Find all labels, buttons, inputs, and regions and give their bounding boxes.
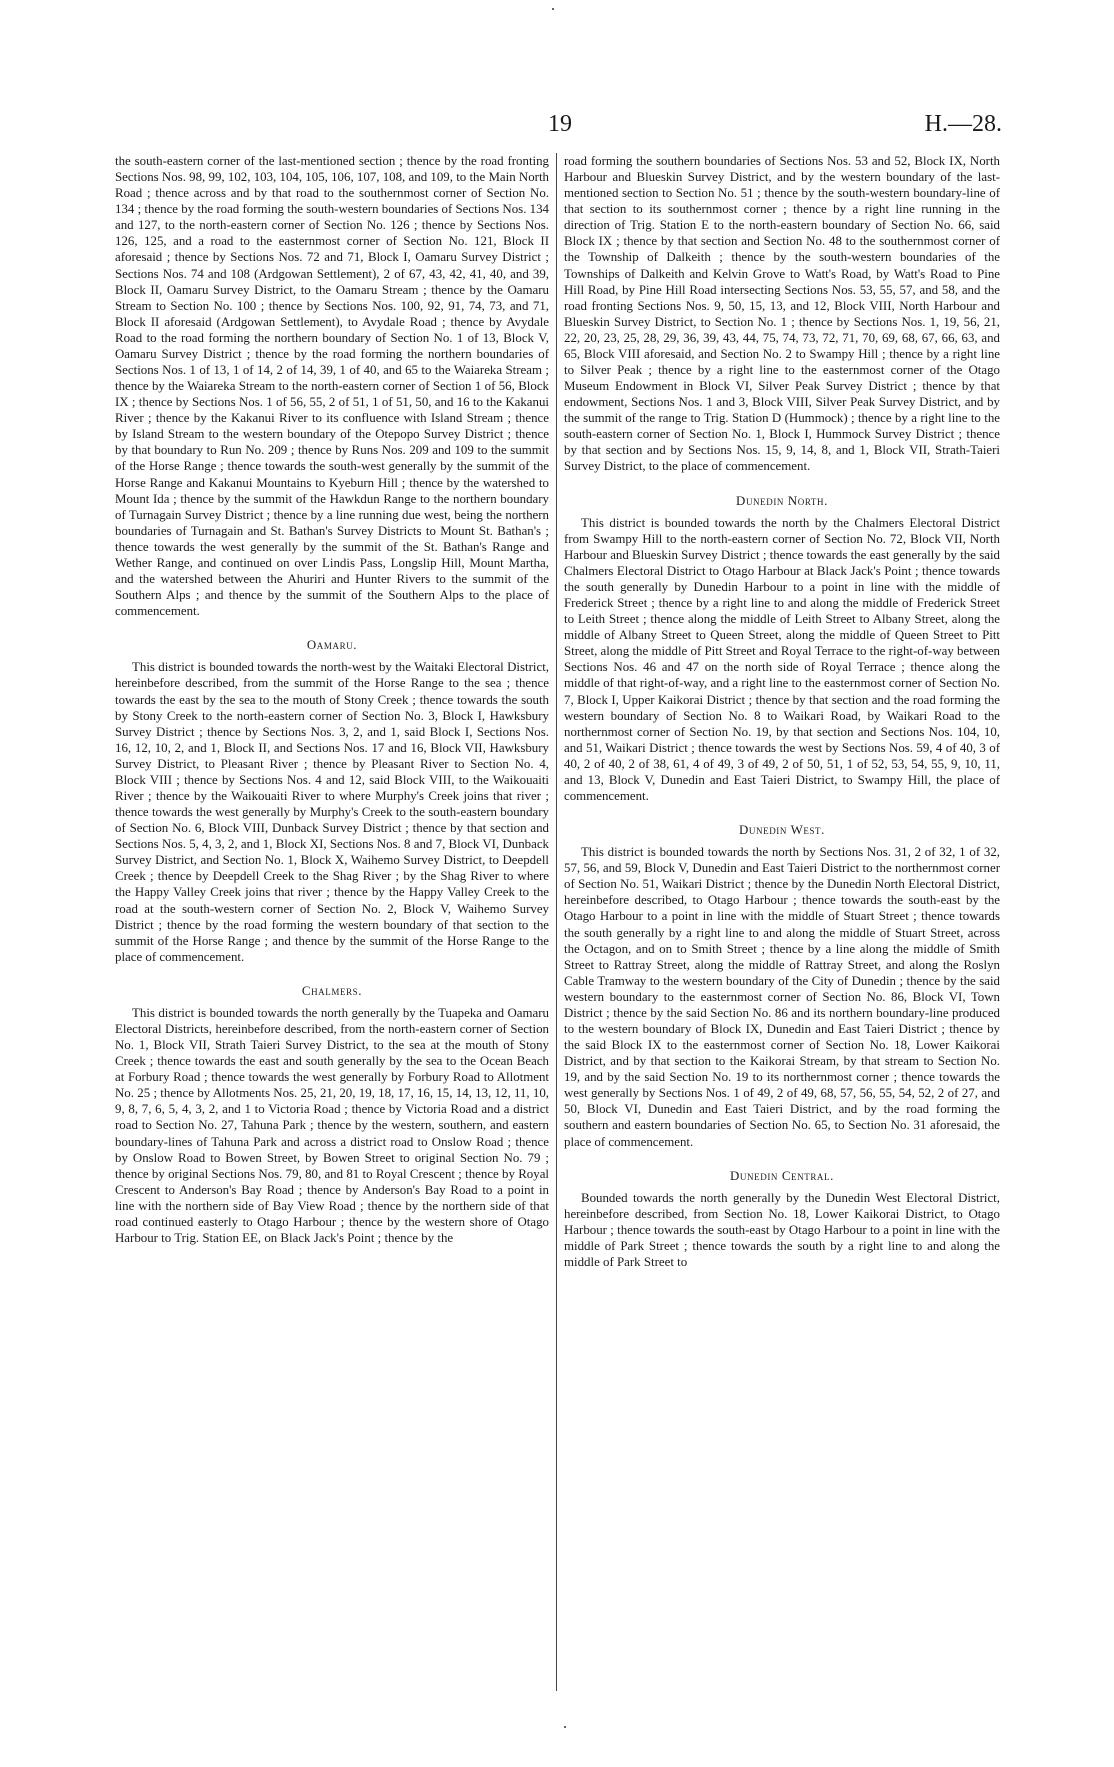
section-heading-dunedin-west: Dunedin West. xyxy=(739,823,825,838)
chalmers-section xyxy=(115,983,549,1246)
section-heading-dunedin-central: Dunedin Central. xyxy=(730,1168,834,1183)
dunedin-west-section xyxy=(564,822,1000,1150)
paragraph: road forming the southern boundaries of Sections Nos. 53 and 52, Block IX, North Harbour and Blueskin Survey District, and by the western boundary of the last-mentioned section to Section No. 51 ; thence by the south-western boundary-line of that section to its southernmost corner ; thence by a right line running in the direction of Trig. Station E to the north-eastern boundary of Section No. 66, said Block IX ; thence by that section and Section No. 48 to the southernmost corner of the Township of Dalkeith ; thence by the south-western boundaries of the Townships of Dalkeith and Kelvin Grove to Watt's Road, by Watt's Road to Pine Hill Road, by Pine Hill Road intersecting Sections Nos. 53, 55, 57, and 58, and the road fronting Sections Nos. 9, 50, 15, 13, and 12, Block VIII, North Harbour and Blueskin Survey District, to Section No. 1 ; thence by Sections Nos. 1, 19, 56, 21, 22, 20, 23, 25, 28, 29, 36, 39, 43, 44, 75, 74, 73, 72, 71, 70, 69, 68, 67, 66, 63, and 65, Block VIII aforesaid, and Section No. 2 to Swampy Hill ; thence by a right line to Silver Peak ; thence by a right line to the easternmost corner of the Otago Museum Endowment in Block VI, Silver Peak Survey District ; thence by that endowment, Sections Nos. 1 and 3, Block VIII, Silver Peak Survey District, and by the summit of the range to Trig. Station D (Hummock) ; thence by a right line to the south-eastern corner of Section No. 1, Block I, Hummock Survey District ; thence by that section and by Sections Nos. 15, 9, 14, 8, and 1, Block VII, Strath-Taieri Survey District, to the place of commencement. xyxy=(564,154,1000,474)
right-column xyxy=(564,153,1000,1270)
section-heading-chalmers: Chalmers. xyxy=(301,983,363,998)
paragraph: Bounded towards the north generally by the Dunedin West Electoral District, hereinbefore described, from Section No. 18, Lower Kaikorai District, to Otago Harbour ; thence towards the south-east by Otago Harbour to a point in line with the middle of Park Street ; thence towards the south by a right line to and along the middle of Park Street to xyxy=(564,1190,1000,1269)
section-heading-dunedin-north: Dunedin North. xyxy=(736,493,828,508)
page-number: 19 xyxy=(548,111,572,137)
column-divider xyxy=(556,153,557,1691)
document-reference: H.—28. xyxy=(924,111,1002,137)
scan-speck xyxy=(564,1726,566,1728)
paragraph: This district is bounded towards the north-west by the Waitaki Electoral District, hereinbefore described, from the summit of the Horse Range to the sea ; thence towards the east by the sea to the mouth of Stony Creek ; thence towards the south by Stony Creek to the north-eastern corner of Section No. 3, Block I, Hawksbury Survey District ; thence by Sections Nos. 3, 2, and 1, said Block I, Sections Nos. 16, 12, 10, 2, and 1, Block II, and Sections Nos. 17 and 16, Block VII, Hawksbury Survey District, to Pleasant River ; thence by Pleasant River to Section No. 4, Block VIII ; thence by Sections Nos. 4 and 12, said Block VIII, to the Waikouaiti River ; thence by the Waikouaiti River to where Murphy's Creek joins that river ; thence towards the west generally by Murphy's Creek to the south-eastern boundary of Section No. 6, Block VIII, Dunback Survey District ; thence by that section and Sections Nos. 5, 4, 3, 2, and 1, Block XI, Sections Nos. 8 and 7, Block VI, Dunback Survey District, and Section No. 1, Block X, Waihemo Survey District, to Deepdell Creek ; thence by Deepdell Creek to the Shag River ; by the Shag River to where the Happy Valley Creek joins that river ; thence by the Happy Valley Creek to the road at the south-western corner of Section No. 2, Block V, Waihemo Survey District ; thence by the road forming the western boundary of that section to the summit of the Horse Range ; and thence by the summit of the Horse Range to the place of commencement. xyxy=(115,660,549,964)
left-column xyxy=(115,153,549,1246)
dunedin-north-section xyxy=(564,493,1000,804)
chalmers-continued-section xyxy=(564,153,1000,475)
dunedin-central-section xyxy=(564,1168,1000,1270)
page-header xyxy=(0,104,1114,144)
paragraph: This district is bounded towards the north by Sections Nos. 31, 2 of 32, 1 of 32, 57, 56, and 59, Block V, Dunedin and East Taieri District to the northernmost corner of Section No. 51, Waikari District ; thence by the Dunedin North Electoral District, hereinbefore described, to Otago Harbour ; thence towards the south-east by the Otago Harbour to a point in line with the middle of Stuart Street ; thence towards the south generally by a right line to and along the middle of Stuart Street, across the Octagon, and on to Smith Street ; thence by a line along the middle of Smith Street to Rattray Street, along the middle of Rattray Street, and along the Roslyn Cable Tramway to the western boundary of the City of Dunedin ; thence by the said western boundary to the easternmost corner of Section No. 86, Block VI, Town District ; thence by the said Section No. 86 and its northern boundary-line produced to the western boundary of Block IX, Dunedin and East Taieri District ; thence by the said Block IX to the easternmost corner of Section No. 18, Lower Kaikorai District, and by that section to the Kaikorai Stream, by that stream to Section No. 19, and by the said Section No. 19 to its northernmost corner ; thence towards the west generally by Sections Nos. 1 of 49, 2 of 49, 68, 57, 56, 55, 54, 52, 2 of 27, and 50, Block VI, Dunedin and East Taieri District, and by the road forming the southern and eastern boundaries of Section No. 65, to Section No. 31 aforesaid, the place of commencement. xyxy=(564,845,1000,1149)
paragraph: the south-eastern corner of the last-mentioned section ; thence by the road fronting Sections Nos. 98, 99, 102, 103, 104, 105, 106, 107, 108, and 109, to the Main North Road ; thence across and by that road to the southernmost corner of Section No. 134 ; thence by the road forming the south-western boundaries of Sections Nos. 134 and 127, to the north-eastern corner of Section No. 126 ; thence by Sections Nos. 126, 125, and a road to the easternmost corner of Section No. 121, Block II aforesaid ; thence by Sections Nos. 72 and 71, Block I, Oamaru Survey District ; Sections Nos. 74 and 108 (Ardgowan Settlement), 2 of 67, 43, 42, 41, 40, and 39, Block II, Oamaru Survey District, to the Oamaru Stream ; thence by the Oamaru Stream to Section No. 100 ; thence by Sections Nos. 100, 92, 91, 74, 73, and 71, Block II aforesaid (Ardgowan Settlement), to Avydale Road ; thence by Avydale Road to the road forming the northern boundary of Section No. 1 of 13, Block V, Oamaru Survey District ; thence by the road forming the northern boundaries of Sections Nos. 1 of 13, 1 of 14, 2 of 14, 39, 1 of 40, and 65 to the Waiareka Stream ; thence by the Waiareka Stream to the north-eastern corner of Section 1 of 56, Block IX ; thence by Sections Nos. 1 of 56, 55, 2 of 51, 1 of 51, 50, and 16 to the Kakanui River ; thence by the Kakanui River to its confluence with Island Stream ; thence by Island Stream to the western boundary of the Otepopo Survey District ; thence by that boundary to Run No. 209 ; thence by Runs Nos. 209 and 109 to the summit of the Horse Range ; thence towards the south-west generally by the summit of the Horse Range and Kakanui Mountains to Kyeburn Hill ; thence by the watershed to Mount Ida ; thence by the summit of the Hawkdun Range to the northern boundary of Turnagain Survey District ; thence by a line running due west, being the northern boundaries of Turnagain and St. Bathan's Survey Districts to Mount St. Bathan's ; thence towards the west generally by the summit of the St. Bathan's Range and Wether Range, and continued on over Lindis Pass, Longslip Hill, Mount Martha, and the watershed between the Ahuriri and Hunter Rivers to the summit of the Southern Alps ; and thence by the summit of the Southern Alps to the place of commencement. xyxy=(115,154,549,619)
waitaki-continued-section xyxy=(115,153,549,619)
section-heading-oamaru: Oamaru. xyxy=(306,638,358,653)
paragraph: This district is bounded towards the north generally by the Tuapeka and Oamaru Electoral Districts, hereinbefore described, from the north-eastern corner of Section No. 1, Block VII, Strath Taieri Survey District, to the sea at the mouth of Stony Creek ; thence towards the east and south generally by the sea to the Ocean Beach at Forbury Road ; thence towards the west generally by Forbury Road to Allotment No. 25 ; thence by Allotments Nos. 25, 21, 20, 19, 18, 17, 16, 15, 14, 13, 12, 11, 10, 9, 8, 7, 6, 5, 4, 3, 2, and 1 to Victoria Road ; thence by Victoria Road and a district road to Section No. 27, Tahuna Park ; thence by the western, southern, and eastern boundary-lines of Tahuna Park and across a district road to Onslow Road ; thence by Onslow Road to Bowen Street, by Bowen Street to original Section No. 79 ; thence by original Sections Nos. 79, 80, and 81 to Royal Crescent ; thence by Royal Crescent to Anderson's Bay Road ; thence by Anderson's Bay Road to a point in line with the northern side of Bay View Road ; thence by the northern side of that road continued easterly to Otago Harbour ; thence by the western shore of Otago Harbour to Trig. Station EE, on Black Jack's Point ; thence by the xyxy=(115,1005,549,1245)
scan-speck xyxy=(552,8,554,10)
oamaru-section xyxy=(115,637,549,965)
paragraph: This district is bounded towards the north by the Chalmers Electoral District from Swampy Hill to the north-eastern corner of Section No. 72, Block VII, North Harbour and Blueskin Survey District ; thence towards the east generally by the said Chalmers Electoral District to Otago Harbour at Black Jack's Point ; thence towards the south generally by Dunedin Harbour to a point in line with the middle of Frederick Street ; thence by a right line to and along the middle of Frederick Street to Leith Street ; thence along the middle of Leith Street to Albany Street, along the middle of Albany Street to Queen Street, along the middle of Queen Street to Pitt Street, along the middle of Pitt Street and Royal Terrace to the right-of-way between Sections Nos. 46 and 47 on the north side of Royal Terrace ; thence along the middle of that right-of-way, and a right line to the easternmost corner of Section No. 7, Block I, Upper Kaikorai District ; thence by that section and the road forming the western boundary of Section No. 8 to Waikari Road, by Waikari Road to the northernmost corner of Section No. 19, by that section and Sections Nos. 104, 10, and 51, Waikari District ; thence towards the west by Sections Nos. 59, 4 of 40, 3 of 40, 2 of 40, 2 of 38, 61, 4 of 49, 3 of 49, 2 of 50, 51, 1 of 52, 53, 54, 55, 9, 10, 11, and 13, Block V, Dunedin and East Taieri District, to Swampy Hill, the place of commencement. xyxy=(564,515,1000,803)
